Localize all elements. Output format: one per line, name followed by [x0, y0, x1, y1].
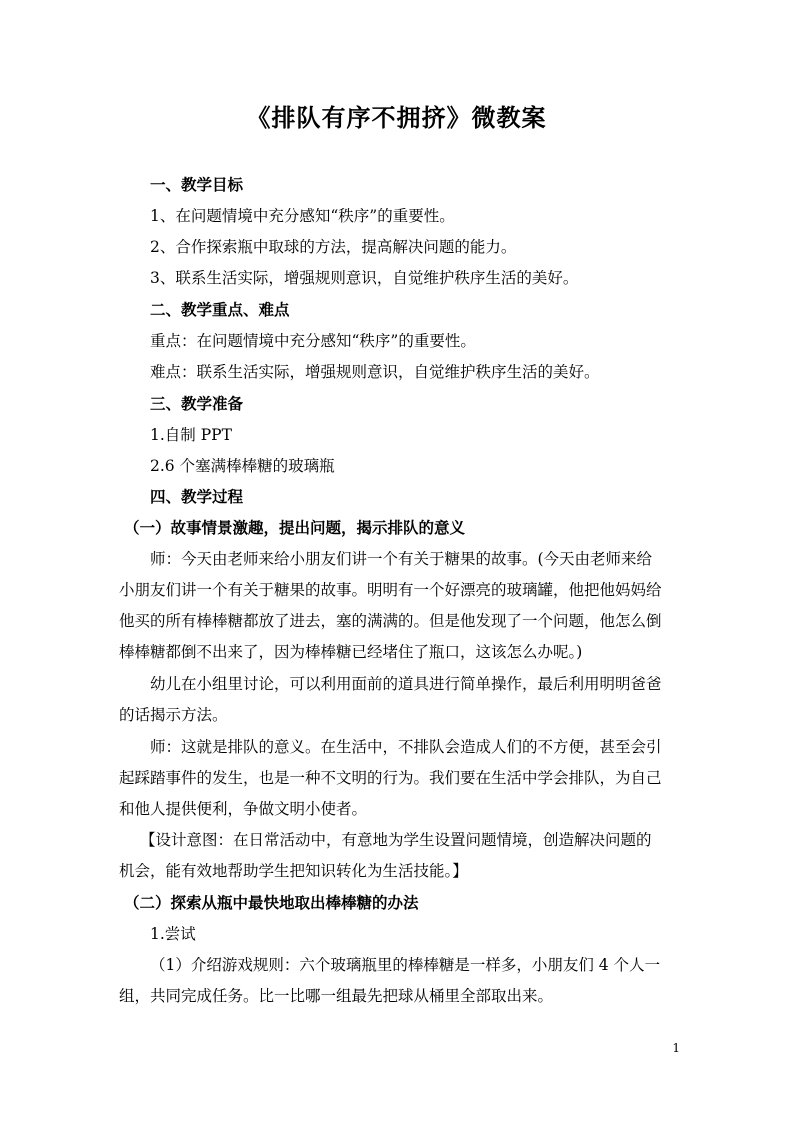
key-point: 重点：在问题情境中充分感知“秩序”的重要性。 — [150, 332, 476, 350]
objective-1: 1、在问题情境中充分感知“秩序”的重要性。 — [150, 207, 455, 225]
paragraph-line: 师：今天由老师来给小朋友们讲一个有关于糖果的故事。(今天由老师来给 — [150, 550, 653, 568]
subsection-heading-1: （一）故事情景激趣，提出问题，揭示排队的意义 — [124, 518, 466, 537]
section-heading-objectives: 一、教学目标 — [150, 175, 244, 194]
preparation-item-2: 2.6 个塞满棒棒糖的玻璃瓶 — [150, 457, 335, 475]
difficult-point: 难点：联系生活实际，增强规则意识，自觉维护秩序生活的美好。 — [150, 363, 600, 381]
design-intent-line: 【设计意图：在日常活动中，有意地为学生设置问题情境，创造解决问题的 — [140, 831, 652, 849]
paragraph-line: 起踩踏事件的发生，也是一种不文明的行为。我们要在生活中学会排队，为自己 — [119, 769, 662, 787]
preparation-item-1: 1.自制 PPT — [150, 426, 232, 444]
section-heading-key-points: 二、教学重点、难点 — [150, 300, 290, 319]
objective-2: 2、合作探索瓶中取球的方法，提高解决问题的能力。 — [150, 238, 517, 256]
design-intent-line: 机会，能有效地帮助学生把知识转化为生活技能。】 — [119, 862, 468, 880]
paragraph-line: 师：这就是排队的意义。在生活中，不排队会造成人们的不方便，甚至会引 — [150, 738, 662, 756]
paragraph-line: 棒棒糖都倒不出来了，因为棒棒糖已经堵住了瓶口，这该怎么办呢。) — [119, 643, 583, 661]
section-heading-process: 四、教学过程 — [150, 487, 244, 506]
paragraph-line: 他买的所有棒棒糖都放了进去，塞的满满的。但是他发现了一个问题，他怎么倒 — [119, 612, 662, 630]
subsection-heading-2: （二）探索从瓶中最快地取出棒棒糖的办法 — [124, 893, 419, 912]
paragraph-line: 的话揭示方法。 — [119, 706, 228, 724]
document-title: 《排队有序不拥挤》微教案 — [246, 103, 547, 132]
paragraph-line: 小朋友们讲一个有关于糖果的故事。明明有一个好漂亮的玻璃罐，他把他妈妈给 — [119, 581, 662, 599]
step-heading: 1.尝试 — [150, 925, 196, 943]
paragraph-line: （1）介绍游戏规则：六个玻璃瓶里的棒棒糖是一样多，小朋友们 4 个人一 — [150, 956, 661, 974]
paragraph-line: 幼儿在小组里讨论，可以利用面前的道具进行简单操作，最后利用明明爸爸 — [150, 675, 662, 693]
paragraph-line: 和他人提供便利，争做文明小使者。 — [119, 800, 368, 818]
objective-3: 3、联系生活实际，增强规则意识，自觉维护秩序生活的美好。 — [150, 269, 579, 287]
page-number: 1 — [672, 1041, 680, 1055]
section-heading-preparation: 三、教学准备 — [150, 394, 244, 413]
paragraph-line: 组，共同完成任务。比一比哪一组最先把球从桶里全部取出来。 — [119, 987, 554, 1005]
